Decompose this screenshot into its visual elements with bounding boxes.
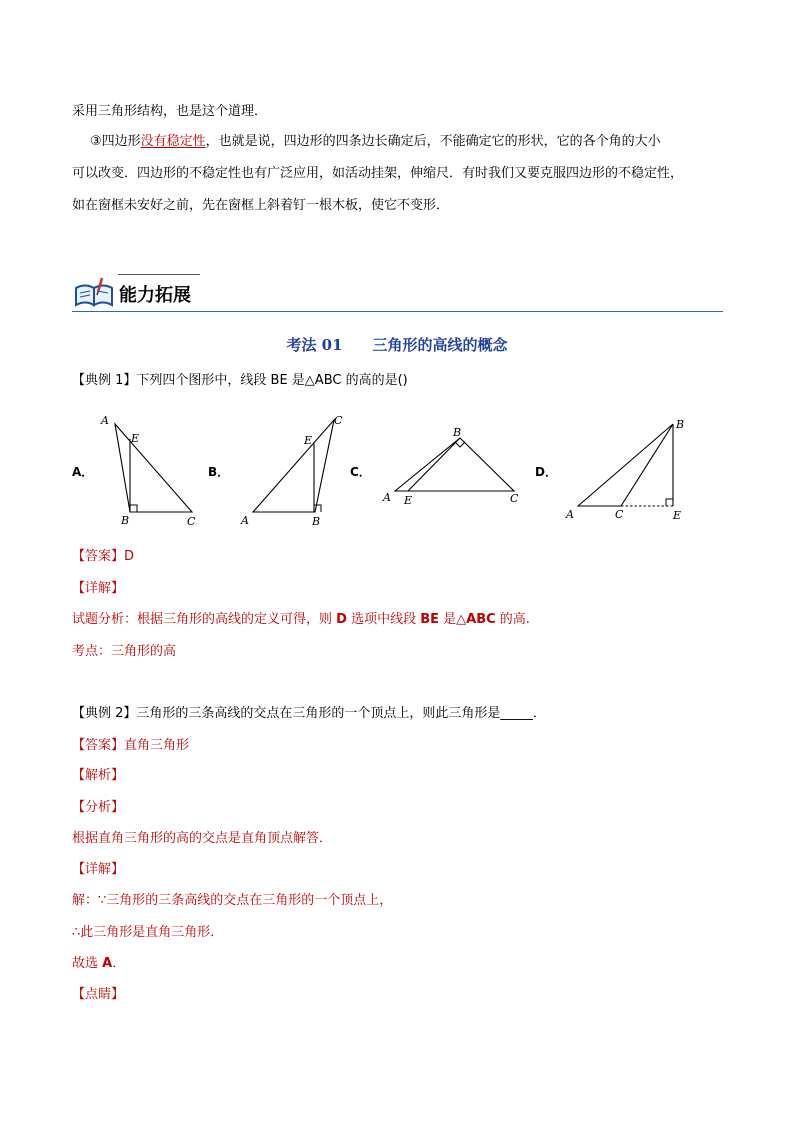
fig-a-label-c: C xyxy=(187,515,196,528)
section-divider xyxy=(72,311,723,312)
example1-detail-tag: 【详解】 xyxy=(72,581,125,596)
example2-detail-3 xyxy=(72,956,125,972)
example2-detail-1: 解：∵三角形的三条高线的交点在三角形的一个顶点上， xyxy=(72,893,393,908)
example1-detail-post: 的高. xyxy=(495,612,530,627)
intro-line-2 xyxy=(90,134,661,150)
fig-d-label-e: E xyxy=(673,509,682,522)
fig-b-label-b: B xyxy=(312,515,321,528)
intro-line-2-post: ，也就是说，四边形的四条边长确定后，不能确定它的形状，它的各个角的大小 xyxy=(205,134,661,149)
stability-link[interactable]: 没有稳定性 xyxy=(140,134,206,149)
example2-detail-3-a: A xyxy=(102,956,113,971)
fig-a-label-b: B xyxy=(121,514,130,527)
example2-detail-3-post: ． xyxy=(112,956,126,971)
method-title: 考法 01 三角形的高线的概念 xyxy=(286,336,508,354)
example1-detail-pre: 试题分析：根据三角形的高线的定义可得，则 xyxy=(72,612,337,627)
example2-detail-3-pre: 故选 xyxy=(72,956,103,971)
example1-question xyxy=(72,373,408,389)
fig-c-label-e: E xyxy=(404,494,413,507)
example2-fenxi-tag: 【分析】 xyxy=(72,800,125,815)
fig-c-label-a: A xyxy=(383,491,391,504)
example1-question-text: 下列四个图形中，线段 BE 是△ABC 的高的是() xyxy=(136,373,408,388)
fig-d-label-b: B xyxy=(676,418,685,431)
book-pen-icon xyxy=(72,274,116,310)
example2-answer-value: 直角三角形 xyxy=(124,738,190,753)
example2-jiexi-tag: 【解析】 xyxy=(72,768,125,783)
example1-detail-abc: △ABC xyxy=(456,612,496,627)
example2-question xyxy=(72,706,546,722)
example1-point: 考点：三角形的高 xyxy=(72,644,177,659)
intro-line-2-pre: ③四边形 xyxy=(90,134,141,149)
example1-answer-value: D xyxy=(124,549,135,564)
example1-detail-d: D xyxy=(336,612,347,627)
fig-d-label-c: C xyxy=(615,508,624,521)
section-overline xyxy=(118,274,200,275)
option-b-label: B． xyxy=(208,465,230,479)
option-c-label: C． xyxy=(350,465,371,479)
example2-tag: 【典例 2】 xyxy=(72,706,137,721)
example2-answer xyxy=(72,738,189,754)
fig-b-label-c: C xyxy=(334,414,343,427)
example1-answer xyxy=(72,549,134,565)
figure-d xyxy=(560,412,700,524)
example1-detail-be: BE xyxy=(420,612,439,627)
option-d-label: D． xyxy=(535,465,557,479)
example2-fenxi: 根据直角三角形的高的交点是直角顶点解答． xyxy=(72,831,333,846)
example1-detail xyxy=(72,612,530,628)
example2-question-text: 三角形的三条高线的交点在三角形的一个顶点上，则此三角形是_____． xyxy=(136,706,546,721)
example1-detail-mid2: 是 xyxy=(439,612,457,627)
example1-tag: 【典例 1】 xyxy=(72,373,137,388)
fig-c-label-b: B xyxy=(453,426,462,439)
figure-b xyxy=(238,408,350,530)
figure-a xyxy=(98,408,208,530)
fig-c-label-c: C xyxy=(510,492,519,505)
fig-b-label-e: E xyxy=(304,434,313,447)
intro-line-3: 可以改变．四边形的不稳定性也有广泛应用，如活动挂架，伸缩尺．有时我们又要克服四边形的不稳定性， xyxy=(72,166,684,181)
intro-line-1: 采用三角形结构，也是这个道理． xyxy=(72,104,268,119)
example2-detail-tag: 【详解】 xyxy=(72,862,125,877)
example1-detail-mid: 选项中线段 xyxy=(346,612,421,627)
fig-d-label-a: A xyxy=(566,508,574,521)
figure-c xyxy=(378,420,533,510)
fig-a-label-a: A xyxy=(101,414,109,427)
option-a-label: A． xyxy=(72,465,94,479)
fig-b-label-a: A xyxy=(241,514,249,527)
example2-detail-2: ∴此三角形是直角三角形． xyxy=(72,925,224,940)
example1-answer-tag: 【答案】 xyxy=(72,549,125,564)
section-title: 能力拓展 xyxy=(119,285,191,306)
example2-dianjing-tag: 【点睛】 xyxy=(72,987,125,1002)
intro-line-4: 如在窗框未安好之前，先在窗框上斜着钉一根木板，使它不变形． xyxy=(72,198,450,213)
fig-a-label-e: E xyxy=(131,432,140,445)
example2-answer-tag: 【答案】 xyxy=(72,738,125,753)
